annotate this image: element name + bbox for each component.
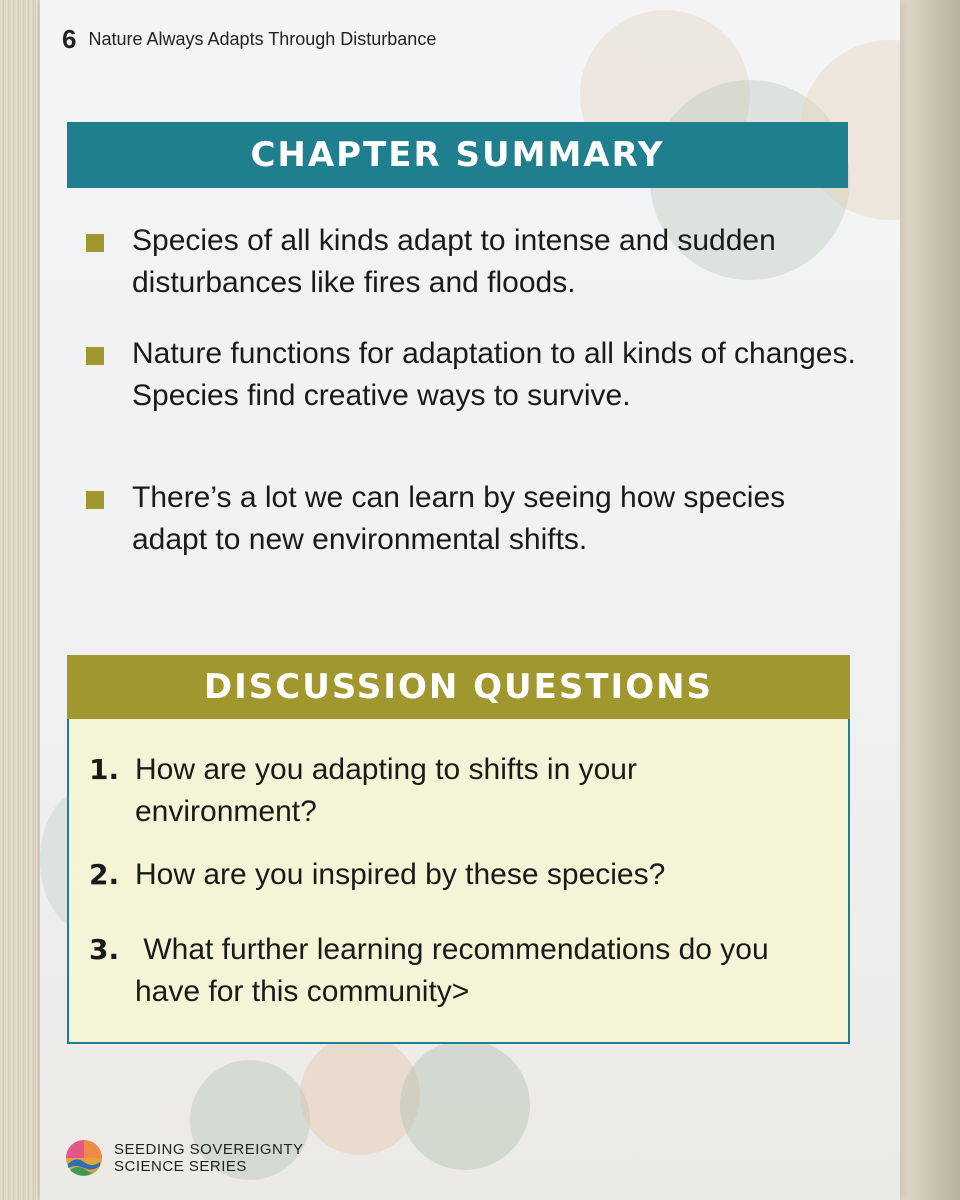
square-bullet-icon	[86, 347, 104, 365]
summary-item	[86, 220, 782, 304]
book-page	[40, 0, 900, 1200]
summary-text: Species of all kinds adapt to intense and sudden disturbances like fires and floods.	[132, 224, 776, 299]
question-text: How are you inspired by these species?	[135, 858, 666, 891]
chapter-title: Nature Always Adapts Through Disturbance	[88, 29, 437, 49]
series-name-line: SCIENCE SERIES	[114, 1158, 247, 1175]
chapter-header	[62, 24, 436, 55]
discussion-questions-heading: DISCUSSION QUESTIONS	[67, 655, 850, 719]
question-text: How are you adapting to shifts in your environment?	[135, 753, 637, 828]
series-name-line: SEEDING SOVEREIGNTY	[114, 1141, 304, 1158]
question-item	[89, 854, 829, 896]
question-number: 1.	[89, 753, 120, 786]
summary-item	[86, 477, 832, 561]
question-number: 3.	[89, 933, 120, 966]
book-page-edges-right	[890, 0, 960, 1200]
square-bullet-icon	[86, 234, 104, 252]
question-item	[89, 749, 829, 833]
chapter-summary-heading: CHAPTER SUMMARY	[67, 122, 848, 188]
question-text: What further learning recommendations do you have for this community>	[135, 933, 778, 1008]
series-name	[114, 1141, 304, 1175]
summary-text: There’s a lot we can learn by seeing how species adapt to new environmental shifts.	[132, 481, 786, 556]
chapter-number: 6	[62, 24, 77, 54]
question-item	[89, 929, 829, 1013]
question-number: 2.	[89, 858, 120, 891]
summary-item	[86, 333, 892, 417]
discussion-questions-box	[67, 655, 850, 1044]
seeding-sovereignty-logo-icon	[64, 1138, 104, 1178]
molecule-decoration	[400, 1040, 530, 1170]
series-footer	[64, 1138, 304, 1178]
summary-text: Nature functions for adaptation to all kinds of changes. Species find creative ways to survive.	[132, 337, 856, 412]
square-bullet-icon	[86, 491, 104, 509]
